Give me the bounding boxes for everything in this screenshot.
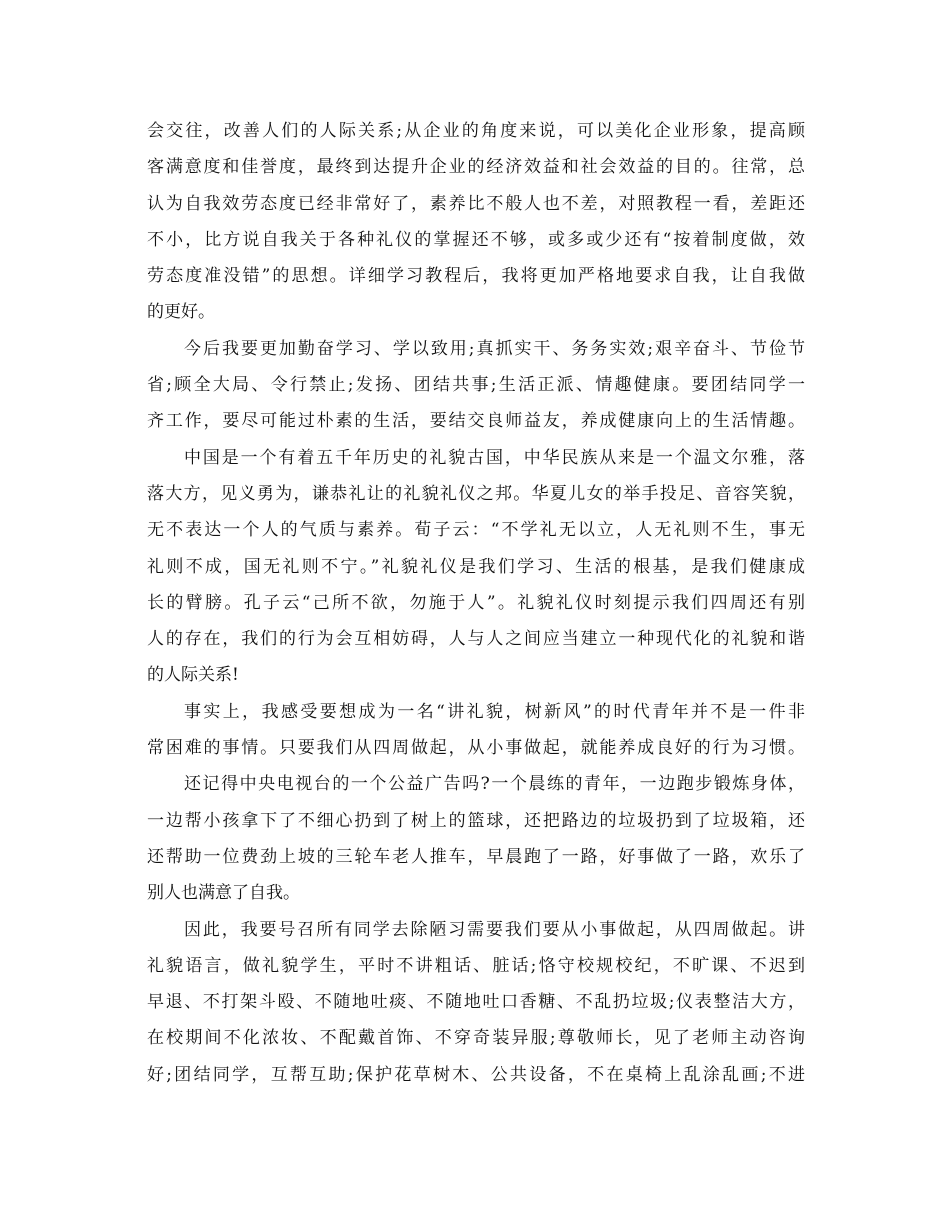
text-line: 的人际关系!: [147, 665, 239, 686]
text-line: 还帮助一位费劲上坡的三轮车老人推车，早晨跑了一路，好事做了一路，欢乐了: [147, 846, 805, 867]
text-line: 礼则不成，国无礼则不宁。”礼貌礼仪是我们学习、生活的根基，是我们健康成: [147, 556, 805, 577]
document-body: [147, 113, 805, 1093]
text-line: 一边帮小孩拿下了不细心扔到了树上的篮球，还把路边的垃圾扔到了垃圾箱，还: [147, 810, 805, 831]
text-line: 无不表达一个人的气质与素养。荀子云：“不学礼无以立，人无礼则不生，事无: [147, 520, 805, 541]
text-line: 省;顾全大局、令行禁止;发扬、团结共事;生活正派、情趣健康。要团结同学一: [147, 375, 805, 396]
text-line: 客满意度和佳誉度，最终到达提升企业的经济效益和社会效益的目的。往常，总: [147, 157, 805, 178]
text-line: 事实上，我感受要想成为一名“讲礼貌，树新风”的时代青年并不是一件非: [184, 701, 805, 722]
text-line: 礼貌语言，做礼貌学生，平时不讲粗话、脏话;恪守校规校纪，不旷课、不迟到: [147, 955, 805, 976]
text-line: 中国是一个有着五千年历史的礼貌古国，中华民族从来是一个温文尔雅，落: [184, 447, 805, 468]
text-line: 因此，我要号召所有同学去除陋习需要我们要从小事做起，从四周做起。讲: [184, 919, 805, 940]
text-line: 不小，比方说自我关于各种礼仪的掌握还不够，或多或少还有“按着制度做，效: [147, 229, 805, 250]
text-line: 人的存在，我们的行为会互相妨碍，人与人之间应当建立一种现代化的礼貌和谐: [147, 629, 805, 650]
text-line: 落大方，见义勇为，谦恭礼让的礼貌礼仪之邦。华夏儿女的举手投足、音容笑貌，: [147, 483, 805, 504]
text-line: 今后我要更加勤奋学习、学以致用;真抓实干、务务实效;艰辛奋斗、节俭节: [184, 338, 805, 359]
text-line: 早退、不打架斗殴、不随地吐痰、不随地吐口香糖、不乱扔垃圾;仪表整洁大方，: [147, 992, 805, 1013]
text-line: 长的臂膀。孔子云“己所不欲，勿施于人”。礼貌礼仪时刻提示我们四周还有别: [147, 592, 805, 613]
text-line: 劳态度准没错”的思想。详细学习教程后，我将更加严格地要求自我，让自我做: [147, 266, 805, 287]
text-line: 在校期间不化浓妆、不配戴首饰、不穿奇装异服;尊敬师长，见了老师主动咨询: [147, 1028, 805, 1049]
text-line: 别人也满意了自我。: [147, 883, 300, 904]
text-line: 齐工作，要尽可能过朴素的生活，要结交良师益友，养成健康向上的生活情趣。: [147, 411, 805, 432]
text-line: 好;团结同学，互帮互助;保护花草树木、公共设备，不在桌椅上乱涂乱画;不进: [147, 1064, 805, 1085]
text-line: 会交往，改善人们的人际关系;从企业的角度来说，可以美化企业形象，提高顾: [147, 121, 805, 141]
text-line: 还记得中央电视台的一个公益广告吗?一个晨练的青年，一边跑步锻炼身体，: [184, 774, 805, 795]
text-line: 常困难的事情。只要我们从四周做起，从小事做起，就能养成良好的行为习惯。: [147, 738, 805, 759]
text-line: 认为自我效劳态度已经非常好了，素养比不般人也不差，对照教程一看，差距还: [147, 193, 805, 214]
text-line: 的更好。: [147, 302, 215, 323]
